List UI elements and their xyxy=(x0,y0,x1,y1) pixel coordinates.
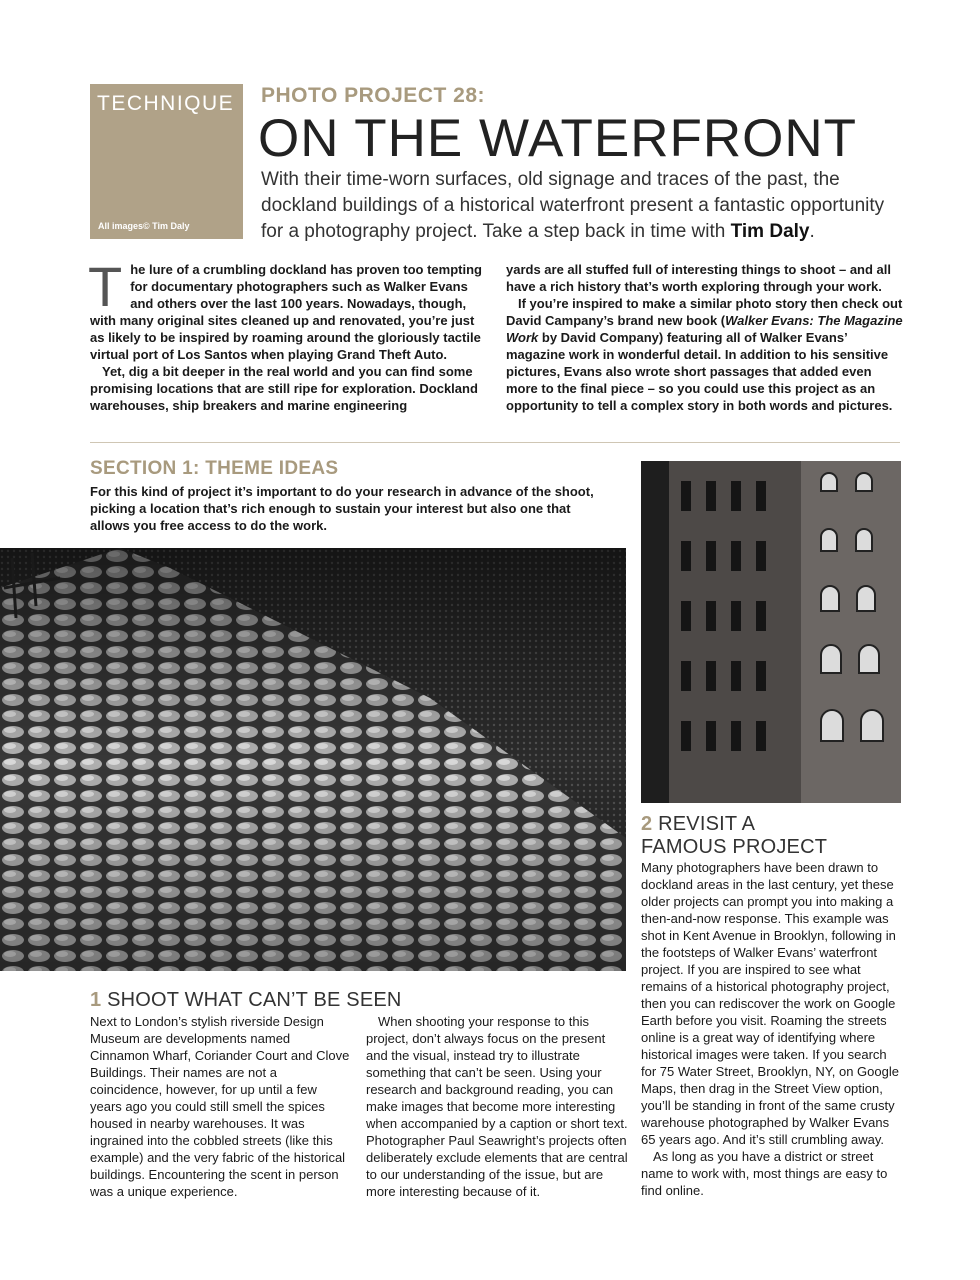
standfirst-end: . xyxy=(809,221,815,242)
section-1-heading: SECTION 1: THEME IDEAS xyxy=(90,458,339,479)
intro-paragraph-3 xyxy=(506,295,903,414)
intro-p1-text: he lure of a crumbling dockland has proven too tempting for documentary photographers such as Walker Evans and others over the last 100 years. Nowadays, though, with many original sites cleaned up and renovated, you’re just as likely to be inspired by roaming around the gloriously tactile virtual port of Los Santos when playing Grand Theft Auto. xyxy=(90,262,482,362)
tip-2-column xyxy=(641,859,903,1199)
section-1-intro: For this kind of project it’s important to do your research in advance of the shoot, picking a location that’s rich enough to sustain your interest but also one that allows you free access to do the work. xyxy=(90,484,594,533)
tip-1-column-1 xyxy=(90,1013,352,1200)
image-credit: All images© Tim Daly xyxy=(98,221,190,231)
tip-2-paragraph-1: Many photographers have been drawn to dockland areas in the last century, yet these older projects can prompt you into making a then-and-now response. This example was shot in Kent Avenue in Brooklyn, following in the footsteps of Walker Evans’ waterfront project. If you are inspired to see what remains of a historical photography project, then you can rediscover the work on Google Earth before you visit. Roaming the streets online is a great way of identifying where historical images were taken. If you search for 75 Water Street, Brooklyn, NY, on Google Maps, then drag in the Street View option, you’ll be standing in front of the same crusty warehouse photographed by Walker Evans 65 years ago. And it’s still crumbling away. xyxy=(641,860,899,1147)
intro-column-2 xyxy=(506,261,903,295)
intro-column-1 xyxy=(88,255,487,414)
tip-2-title-line-1: REVISIT A xyxy=(658,813,756,835)
tip-1-title: SHOOT WHAT CAN’T BE SEEN xyxy=(107,989,402,1011)
standfirst-text: With their time-worn surfaces, old signage and traces of the past, the dockland buildings of a historical waterfront present a fantastic opportunity for a photography project. Take a step back in time with xyxy=(261,169,885,242)
drop-cap: T xyxy=(88,255,123,318)
tip-1-heading xyxy=(90,989,402,1012)
author-name: Tim Daly xyxy=(730,221,810,242)
tip-1-paragraph-1: Next to London’s stylish riverside Design Museum are developments named Cinnamon Wharf, Coriander Court and Clove Buildings. Their names are not a coincidence, however, for up until a few years ago you could still smell the spices housed in nearby warehouses. It was ingrained into the cobbled streets (like this example) and the very fabric of the historical buildings. Encountering the scent in person was a unique experience. xyxy=(90,1014,350,1199)
article-title: ON THE WATERFRONT xyxy=(258,109,857,168)
cobblestone-street-photo xyxy=(0,548,626,971)
tip-1-number: 1 xyxy=(90,989,102,1011)
tip-2-number: 2 xyxy=(641,813,653,835)
intro-column-2-body xyxy=(506,295,903,414)
cobblestone-illustration xyxy=(0,548,626,971)
brick-warehouse-photo xyxy=(641,461,901,803)
section-tag-box xyxy=(90,84,243,239)
section-tag: TECHNIQUE xyxy=(97,92,235,115)
intro-p3-b: by David Company) featuring all of Walker Evans’ magazine work in wonderful detail. In addition to his sensitive pictures, Evans also wrote short passages that added even more to the final piece – so you could use this project as an opportunity to tell a complex story in both words and pictures. xyxy=(506,330,893,413)
standfirst xyxy=(261,167,911,245)
article-kicker: PHOTO PROJECT 28: xyxy=(261,84,485,107)
intro-paragraph-1 xyxy=(88,255,487,363)
warehouse-illustration xyxy=(641,461,901,803)
tip-2-title-line-2: FAMOUS PROJECT xyxy=(641,836,828,858)
book-title: Walker Evans: The Magazine Work xyxy=(506,313,903,345)
section-divider xyxy=(90,442,900,443)
intro-p3-a: If you’re inspired to make a similar photo story then check out David Campany’s brand new book ( xyxy=(506,296,903,328)
tip-1-paragraph-2: When shooting your response to this project, don’t always focus on the present and the visual, instead try to illustrate something that can’t be seen. Using your research and background reading, you can make images that become more interesting when accompanied by a caption or short text. Photographer Paul Seawright’s projects often deliberately exclude elements that are central to our understanding of the issue, but are more interesting because of it. xyxy=(366,1014,628,1199)
tip-2-paragraph-2: As long as you have a district or street name to work with, most things are easy to find online. xyxy=(641,1149,888,1198)
tip-2-heading xyxy=(641,813,827,859)
tip-1-column-2 xyxy=(366,1013,628,1200)
intro-paragraph-2-continued: yards are all stuffed full of interesting things to shoot – and all have a rich history that’s worth exploring through your work. xyxy=(506,262,891,294)
intro-paragraph-2: Yet, dig a bit deeper in the real world and you can find some promising locations that are still ripe for exploration. Dockland warehouses, ship breakers and marine engineering xyxy=(90,364,478,413)
